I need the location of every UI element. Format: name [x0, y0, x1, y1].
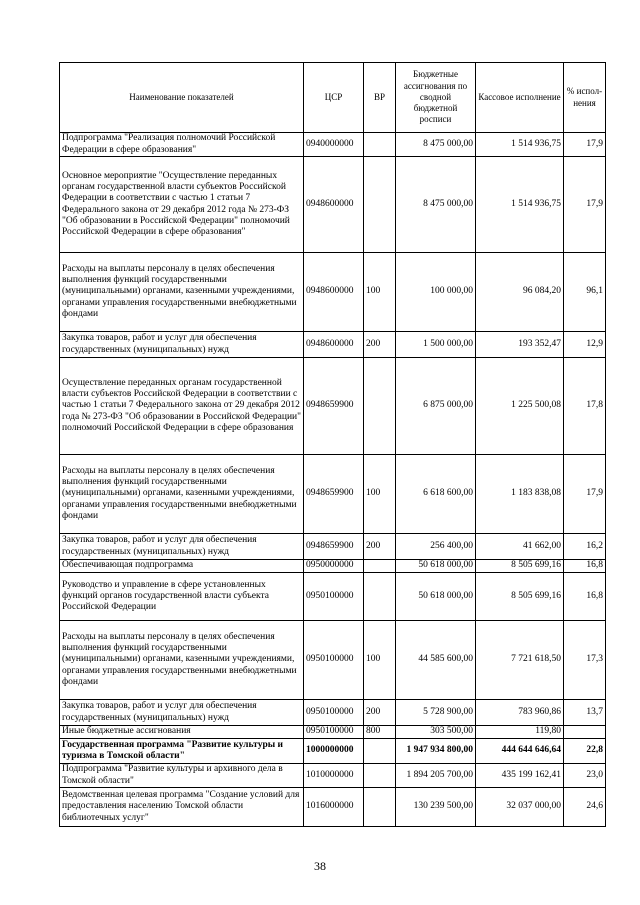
cell-percent: 24,6	[564, 788, 606, 827]
header-budget: Бюджетные ассигнования по сводной бюджетной росписи	[396, 63, 476, 133]
cell-cash: 1 225 500,08	[476, 358, 564, 455]
table-row	[60, 573, 606, 621]
table-row	[60, 133, 606, 157]
header-vr: ВР	[364, 63, 396, 133]
cell-vr	[364, 739, 396, 764]
cell-vr: 100	[364, 455, 396, 534]
cell-percent: 16,2	[564, 534, 606, 560]
cell-csr: 0950100000	[304, 621, 364, 700]
table-row	[60, 253, 606, 332]
cell-budget: 1 500 000,00	[396, 332, 476, 358]
cell-vr: 800	[364, 726, 396, 739]
cell-name: Расходы на выплаты персоналу в целях обеспечения выполнения функций государственными (муниципальными) органами, казенными учреждениями, органами управления государственными внебюджетными фондами	[60, 253, 304, 332]
header-percent: % испол-нения	[564, 63, 606, 133]
cell-vr	[364, 573, 396, 621]
cell-percent: 17,9	[564, 455, 606, 534]
cell-vr	[364, 788, 396, 827]
cell-percent: 22,8	[564, 739, 606, 764]
table-row	[60, 739, 606, 764]
cell-budget: 100 000,00	[396, 253, 476, 332]
cell-vr: 100	[364, 253, 396, 332]
cell-budget: 256 400,00	[396, 534, 476, 560]
cell-csr: 0948600000	[304, 157, 364, 253]
cell-budget: 6 875 000,00	[396, 358, 476, 455]
cell-name: Иные бюджетные ассигнования	[60, 726, 304, 739]
cell-name: Закупка товаров, работ и услуг для обеспечения государственных (муниципальных) нужд	[60, 700, 304, 726]
cell-vr: 100	[364, 621, 396, 700]
cell-vr	[364, 764, 396, 788]
cell-csr: 0950100000	[304, 573, 364, 621]
cell-vr	[364, 358, 396, 455]
cell-cash: 435 199 162,41	[476, 764, 564, 788]
cell-csr: 0940000000	[304, 133, 364, 157]
cell-cash: 1 514 936,75	[476, 133, 564, 157]
cell-percent: 17,8	[564, 358, 606, 455]
table-row	[60, 358, 606, 455]
cell-name: Подпрограмма "Развитие культуры и архивного дела в Томской области"	[60, 764, 304, 788]
table-header-row	[60, 63, 606, 133]
cell-percent: 16,8	[564, 560, 606, 573]
cell-cash: 96 084,20	[476, 253, 564, 332]
cell-name: Ведомственная целевая программа "Создание условий для предоставления населению Томской области библиотечных услуг"	[60, 788, 304, 827]
cell-csr: 0950100000	[304, 726, 364, 739]
cell-percent: 16,8	[564, 573, 606, 621]
cell-csr: 0948600000	[304, 332, 364, 358]
header-name: Наименование показателей	[60, 63, 304, 133]
cell-percent: 17,3	[564, 621, 606, 700]
cell-budget: 50 618 000,00	[396, 560, 476, 573]
cell-name: Закупка товаров, работ и услуг для обеспечения государственных (муниципальных) нужд	[60, 534, 304, 560]
cell-percent: 96,1	[564, 253, 606, 332]
cell-budget: 1 947 934 800,00	[396, 739, 476, 764]
cell-vr: 200	[364, 700, 396, 726]
cell-vr: 200	[364, 332, 396, 358]
cell-cash: 41 662,00	[476, 534, 564, 560]
table-row	[60, 455, 606, 534]
cell-csr: 1016000000	[304, 788, 364, 827]
cell-cash: 1 183 838,08	[476, 455, 564, 534]
cell-csr: 0950100000	[304, 700, 364, 726]
cell-csr: 0948659900	[304, 534, 364, 560]
cell-csr: 1000000000	[304, 739, 364, 764]
table-row	[60, 764, 606, 788]
table-row	[60, 332, 606, 358]
cell-cash: 193 352,47	[476, 332, 564, 358]
cell-cash: 1 514 936,75	[476, 157, 564, 253]
table-row	[60, 157, 606, 253]
cell-csr: 0948659900	[304, 455, 364, 534]
cell-budget: 8 475 000,00	[396, 157, 476, 253]
cell-budget: 1 894 205 700,00	[396, 764, 476, 788]
cell-percent: 13,7	[564, 700, 606, 726]
cell-budget: 6 618 600,00	[396, 455, 476, 534]
table-row	[60, 621, 606, 700]
cell-csr: 1010000000	[304, 764, 364, 788]
cell-name: Расходы на выплаты персоналу в целях обеспечения выполнения функций государственными (муниципальными) органами, казенными учреждениями, органами управления государственными внебюджетными фондами	[60, 621, 304, 700]
cell-percent	[564, 726, 606, 739]
cell-csr: 0948600000	[304, 253, 364, 332]
cell-cash: 783 960,86	[476, 700, 564, 726]
cell-name: Государственная программа "Развитие культуры и туризма в Томской области"	[60, 739, 304, 764]
cell-csr: 0948659900	[304, 358, 364, 455]
cell-cash: 444 644 646,64	[476, 739, 564, 764]
page-number: 38	[314, 859, 326, 873]
cell-budget: 8 475 000,00	[396, 133, 476, 157]
cell-cash: 8 505 699,16	[476, 560, 564, 573]
cell-name: Расходы на выплаты персоналу в целях обеспечения выполнения функций государственными (муниципальными) органами, казенными учреждениями, органами управления государственными внебюджетными фондами	[60, 455, 304, 534]
table-row	[60, 700, 606, 726]
cell-name: Руководство и управление в сфере установленных функций органов государственной власти субъекта Российской Федерации	[60, 573, 304, 621]
cell-percent: 17,9	[564, 133, 606, 157]
cell-name: Обеспечивающая подпрограмма	[60, 560, 304, 573]
header-cash: Кассовое исполнение	[476, 63, 564, 133]
cell-name: Закупка товаров, работ и услуг для обеспечения государственных (муниципальных) нужд	[60, 332, 304, 358]
table-row	[60, 726, 606, 739]
cell-csr: 0950000000	[304, 560, 364, 573]
cell-vr: 200	[364, 534, 396, 560]
cell-vr	[364, 157, 396, 253]
cell-name: Подпрограмма "Реализация полномочий Российской Федерации в сфере образования"	[60, 133, 304, 157]
cell-name: Основное мероприятие "Осуществление переданных органам государственной власти субъектов Российской Федерации в соответствии с частью 1 статьи 7 Федерального закона от 29 декабря 2012 года № 273-ФЗ "Об образовании в Российской Федерации" полномочий Российской Федерации в сфере образования"	[60, 157, 304, 253]
cell-budget: 50 618 000,00	[396, 573, 476, 621]
cell-budget: 5 728 900,00	[396, 700, 476, 726]
cell-vr	[364, 560, 396, 573]
header-csr: ЦСР	[304, 63, 364, 133]
cell-percent: 17,9	[564, 157, 606, 253]
budget-execution-table	[59, 62, 606, 827]
cell-name: Осуществление переданных органам государственной власти субъектов Российской Федерации в соответствии с частью 1 статьи 7 Федерального закона от 29 декабря 2012 года № 273-ФЗ "Об образовании в Российской Федерации" полномочий Российской Федерации в сфере образования	[60, 358, 304, 455]
cell-budget: 130 239 500,00	[396, 788, 476, 827]
cell-budget: 44 585 600,00	[396, 621, 476, 700]
cell-cash: 8 505 699,16	[476, 573, 564, 621]
cell-vr	[364, 133, 396, 157]
cell-cash: 32 037 000,00	[476, 788, 564, 827]
cell-percent: 23,0	[564, 764, 606, 788]
cell-cash: 119,80	[476, 726, 564, 739]
cell-cash: 7 721 618,50	[476, 621, 564, 700]
table-body	[60, 133, 606, 827]
table-row	[60, 534, 606, 560]
cell-budget: 303 500,00	[396, 726, 476, 739]
table-row	[60, 788, 606, 827]
cell-percent: 12,9	[564, 332, 606, 358]
table-row	[60, 560, 606, 573]
